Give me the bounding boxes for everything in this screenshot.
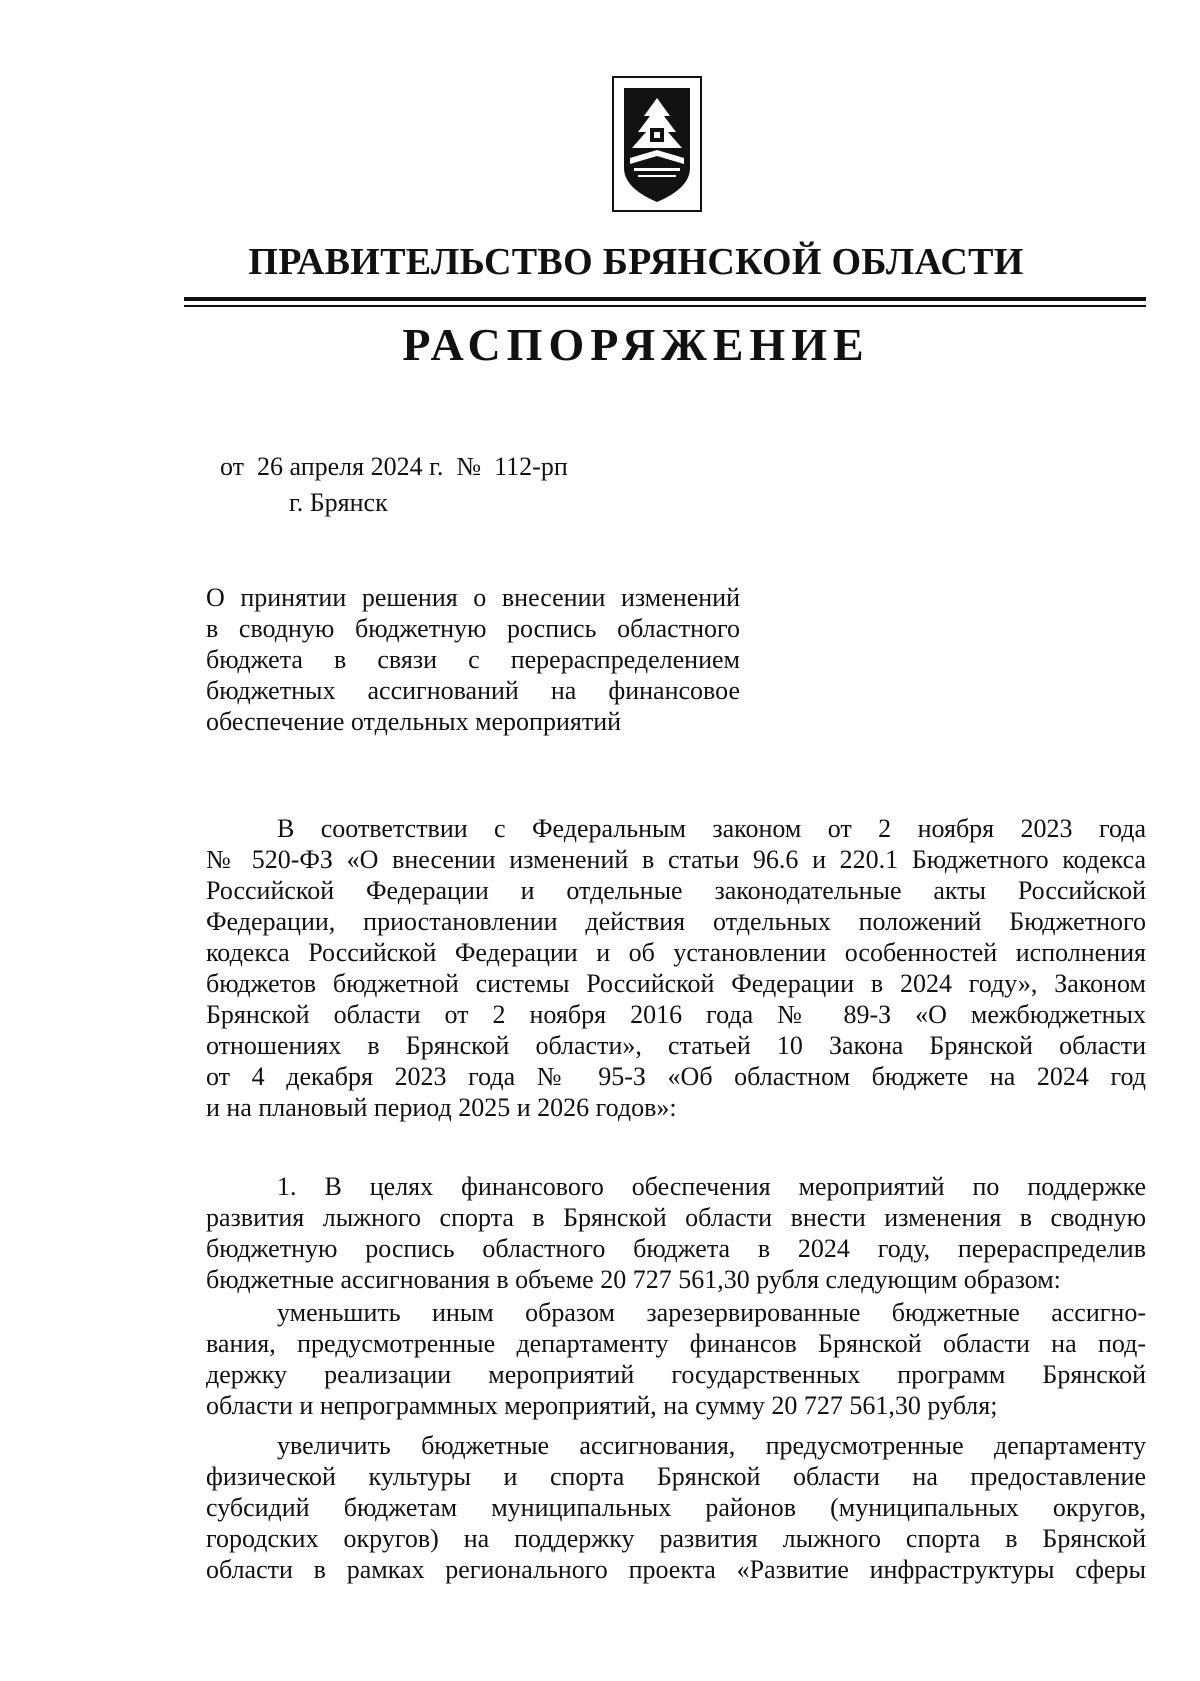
body-paragraph-preamble	[206, 813, 1146, 1123]
text-line: и на плановый период 2025 и 2026 годов»:	[206, 1093, 677, 1122]
subject-line: О принятии решения о внесении изменений	[206, 583, 740, 612]
text-line: 1. В целях финансового обеспечения мероприятий по поддержке	[277, 1172, 1146, 1201]
text-line: от 4 декабря 2023 года № 95-З «Об областном бюджете на 2024 год	[206, 1062, 1146, 1091]
text-line: субсидий бюджетам муниципальных районов (муниципальных округов,	[206, 1493, 1146, 1522]
text-line: № 520-ФЗ «О внесении изменений в статьи 96.6 и 220.1 Бюджетного кодекса	[206, 845, 1146, 874]
text-line: Российской Федерации и отдельные законодательные акты Российской	[206, 876, 1146, 905]
header-rule-thin	[184, 305, 1146, 307]
text-line: бюджетные ассигнования в объеме 20 727 561,30 рубля следующим образом:	[206, 1265, 1061, 1294]
body-paragraph-item-1	[206, 1171, 1146, 1295]
city-line: г. Брянск	[289, 488, 388, 517]
text-line: отношениях в Брянской области», статьей 10 Закона Брянской области	[206, 1031, 1146, 1060]
subject-line: бюджета в связи с перераспределением	[206, 645, 740, 674]
subject-line: в сводную бюджетную роспись областного	[206, 614, 740, 643]
text-line: увеличить бюджетные ассигнования, предусмотренные департаменту	[277, 1431, 1146, 1460]
text-line: уменьшить иным образом зарезервированные бюджетные ассигно-	[277, 1298, 1146, 1327]
text-line: вания, предусмотренные департаменту финансов Брянской области на под-	[206, 1329, 1146, 1358]
text-line: Брянской области от 2 ноября 2016 года № 89-З «О межбюджетных	[206, 1000, 1146, 1029]
subject-line: обеспечение отдельных мероприятий	[206, 707, 622, 736]
document-subject	[206, 582, 740, 737]
date-number-line: от 26 апреля 2024 г. № 112-рп	[220, 452, 568, 481]
text-line: городских округов) на поддержку развития лыжного спорта в Брянской	[206, 1524, 1146, 1553]
body-paragraph-increase	[206, 1430, 1146, 1585]
text-line: бюджетную роспись областного бюджета в 2024 году, перераспределив	[206, 1234, 1146, 1263]
subject-line: бюджетных ассигнований на финансовое	[206, 676, 740, 705]
body-paragraph-decrease	[206, 1297, 1146, 1421]
text-line: держку реализации мероприятий государственных программ Брянской	[206, 1360, 1146, 1389]
text-line: физической культуры и спорта Брянской области на предоставление	[206, 1462, 1146, 1491]
text-line: области и непрограммных мероприятий, на сумму 20 727 561,30 рубля;	[206, 1391, 998, 1420]
coat-of-arms-emblem	[612, 76, 702, 212]
document-type-title: РАСПОРЯЖЕНИЕ	[402, 319, 870, 370]
text-line: области в рамках регионального проекта «Развитие инфраструктуры сферы	[206, 1555, 1146, 1584]
text-line: кодекса Российской Федерации и об установлении особенностей исполнения	[206, 938, 1146, 967]
organization-title: ПРАВИТЕЛЬСТВО БРЯНСКОЙ ОБЛАСТИ	[248, 241, 1024, 283]
text-line: развития лыжного спорта в Брянской области внести изменения в сводную	[206, 1203, 1146, 1232]
text-line: В соответствии с Федеральным законом от 2 ноября 2023 года	[277, 814, 1146, 843]
text-line: Федерации, приостановлении действия отдельных положений Бюджетного	[206, 907, 1146, 936]
text-line: бюджетов бюджетной системы Российской Федерации в 2024 году», Законом	[206, 969, 1146, 998]
header-rule-thick	[184, 297, 1146, 301]
